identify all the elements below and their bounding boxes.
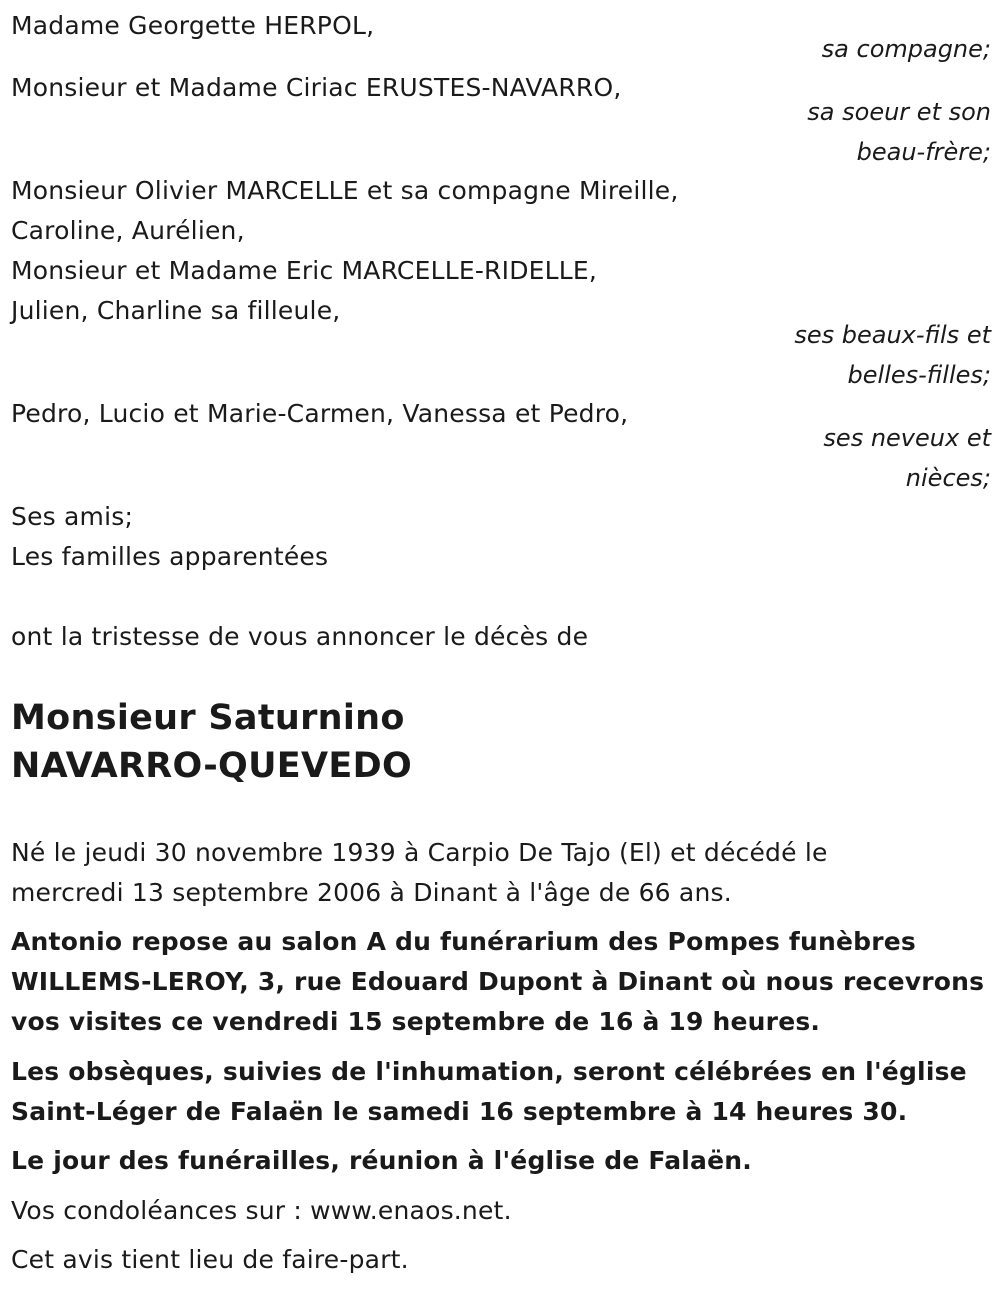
- birth-death-line2: mercredi 13 septembre 2006 à Dinant à l'âge de 66 ans.: [11, 878, 732, 907]
- family-line-caroline: Caroline, Aurélien,: [11, 216, 245, 245]
- relation-label-neveux: ses neveux et: [823, 424, 991, 452]
- obituary-notice: [11, 0, 991, 1296]
- relation-label-belles-filles: belles-filles;: [847, 361, 991, 389]
- meeting-line: Le jour des funérailles, réunion à l'église de Falaën.: [11, 1146, 752, 1175]
- relation-label-beau-frere: beau-frère;: [856, 138, 991, 166]
- relation-label-nieces: nièces;: [905, 464, 991, 492]
- family-line-amis: Ses amis;: [11, 502, 134, 531]
- salon-line1: Antonio repose au salon A du funérarium des Pompes funèbres: [11, 927, 917, 956]
- family-line-erustes-navarro: Monsieur et Madame Ciriac ERUSTES-NAVARRO,: [11, 73, 622, 102]
- deceased-name-line1: Monsieur Saturnino: [11, 698, 405, 738]
- notice-line: Cet avis tient lieu de faire-part.: [11, 1245, 409, 1274]
- funeral-line1: Les obsèques, suivies de l'inhumation, seront célébrées en l'église: [11, 1057, 967, 1086]
- family-line-marcelle: Monsieur Olivier MARCELLE et sa compagne Mireille,: [11, 176, 679, 205]
- funeral-line2: Saint-Léger de Falaën le samedi 16 septembre à 14 heures 30.: [11, 1097, 908, 1126]
- relation-label-soeur: sa soeur et son: [807, 98, 991, 126]
- condolences-line: Vos condoléances sur : www.enaos.net.: [11, 1196, 512, 1225]
- salon-line2: WILLEMS-LEROY, 3, rue Edouard Dupont à Dinant où nous recevrons: [11, 967, 985, 996]
- family-line-familles: Les familles apparentées: [11, 542, 329, 571]
- deceased-name-line2: NAVARRO-QUEVEDO: [11, 746, 413, 786]
- relation-label-compagne: sa compagne;: [821, 35, 991, 63]
- family-line-pedro: Pedro, Lucio et Marie-Carmen, Vanessa et Pedro,: [11, 399, 629, 428]
- family-line-herpol: Madame Georgette HERPOL,: [11, 11, 375, 40]
- birth-death-line1: Né le jeudi 30 novembre 1939 à Carpio De Tajo (El) et décédé le: [11, 838, 828, 867]
- family-line-marcelle-ridelle: Monsieur et Madame Eric MARCELLE-RIDELLE,: [11, 256, 598, 285]
- relation-label-beaux-fils: ses beaux-fils et: [794, 321, 991, 349]
- family-line-julien: Julien, Charline sa filleule,: [11, 296, 341, 325]
- salon-line3: vos visites ce vendredi 15 septembre de 16 à 19 heures.: [11, 1007, 821, 1036]
- announcement-text: ont la tristesse de vous annoncer le décès de: [11, 622, 589, 651]
